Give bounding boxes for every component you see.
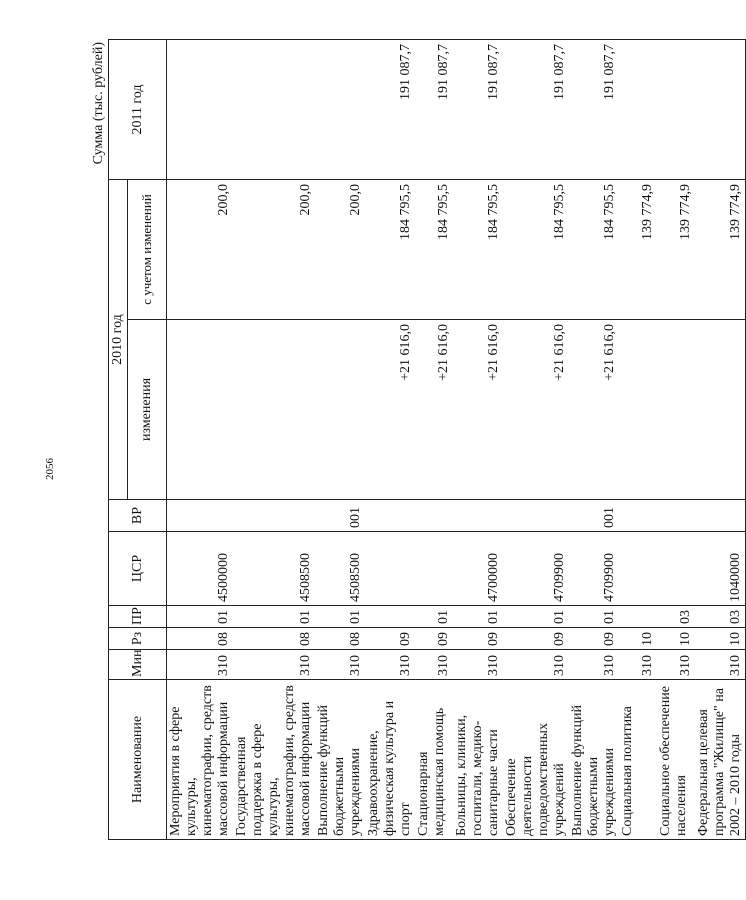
row-min-cell: 310	[365, 650, 415, 680]
row-csr-cell: 4709900	[503, 532, 569, 606]
table-row	[315, 40, 365, 840]
row-name-cell: Государственная поддержка в сфере культуры, кинематографии, средств массовой информации	[233, 680, 315, 840]
header-pr: ПР	[109, 606, 167, 628]
row-rz-cell: 10	[619, 628, 657, 650]
row-2011-cell: 191 087,7	[365, 40, 415, 180]
row-pr-cell: 01	[233, 606, 315, 628]
header-changes: изменения	[128, 320, 167, 500]
row-pr-cell: 01	[503, 606, 569, 628]
header-min: Мин	[109, 650, 167, 680]
row-name-cell: Федеральная целевая программа "Жилище" на 2002 – 2010 годы	[695, 680, 746, 840]
row-pr-cell: 01	[415, 606, 453, 628]
header-rz: Рз	[109, 628, 167, 650]
row-with-changes-cell: 139 774,9	[657, 180, 695, 320]
table-row	[619, 40, 657, 840]
row-2011-cell: 191 087,7	[503, 40, 569, 180]
row-2011-cell: 191 087,7	[453, 40, 503, 180]
row-csr-cell: 4709900	[569, 532, 619, 606]
table-row	[695, 40, 746, 840]
row-rz-cell: 09	[503, 628, 569, 650]
row-csr-cell	[365, 532, 415, 606]
row-rz-cell: 09	[453, 628, 503, 650]
row-name-cell: Выполнение функций бюджетными учреждениями	[315, 680, 365, 840]
row-name-cell: Социальное обеспечение населения	[657, 680, 695, 840]
table-row	[503, 40, 569, 840]
table-header	[109, 40, 167, 840]
row-changes-cell: +21 616,0	[365, 320, 415, 500]
row-name-cell: Выполнение функций бюджетными учреждениями	[569, 680, 619, 840]
row-min-cell: 310	[315, 650, 365, 680]
header-csr: ЦСР	[109, 532, 167, 606]
row-2011-cell: 191 087,7	[569, 40, 619, 180]
row-min-cell: 310	[569, 650, 619, 680]
row-min-cell: 310	[453, 650, 503, 680]
table-body	[167, 40, 746, 840]
row-pr-cell: 01	[167, 606, 234, 628]
row-vr-cell	[695, 500, 746, 532]
row-changes-cell: +21 616,0	[503, 320, 569, 500]
row-2011-cell	[695, 40, 746, 180]
row-vr-cell	[365, 500, 415, 532]
row-vr-cell	[503, 500, 569, 532]
row-name-cell: Мероприятия в сфере культуры, кинематографии, средств массовой информации	[167, 680, 234, 840]
row-with-changes-cell: 200,0	[315, 180, 365, 320]
header-with-changes: с учетом изменений	[128, 180, 167, 320]
row-csr-cell	[415, 532, 453, 606]
row-vr-cell	[453, 500, 503, 532]
header-year-2011: 2011 год	[109, 40, 167, 180]
row-pr-cell: 03	[657, 606, 695, 628]
header-name: Наименование	[109, 680, 167, 840]
row-rz-cell: 10	[657, 628, 695, 650]
table-row	[569, 40, 619, 840]
row-name-cell: Стационарная медицинская помощь	[415, 680, 453, 840]
row-2011-cell	[167, 40, 234, 180]
row-changes-cell: +21 616,0	[453, 320, 503, 500]
row-changes-cell	[619, 320, 657, 500]
row-csr-cell: 4700000	[453, 532, 503, 606]
row-2011-cell	[657, 40, 695, 180]
row-name-cell: Социальная политика	[619, 680, 657, 840]
table-row	[233, 40, 315, 840]
row-with-changes-cell: 184 795,5	[569, 180, 619, 320]
row-vr-cell	[233, 500, 315, 532]
row-min-cell: 310	[503, 650, 569, 680]
sum-units-caption: Сумма (тыс. рублей)	[91, 42, 106, 165]
row-changes-cell: +21 616,0	[415, 320, 453, 500]
row-min-cell: 310	[695, 650, 746, 680]
row-with-changes-cell: 200,0	[167, 180, 234, 320]
row-rz-cell: 08	[167, 628, 234, 650]
row-csr-cell: 1040000	[695, 532, 746, 606]
table-row	[167, 40, 234, 840]
row-csr-cell	[619, 532, 657, 606]
table-row	[657, 40, 695, 840]
budget-table	[108, 39, 746, 840]
row-2011-cell: 191 087,7	[415, 40, 453, 180]
row-min-cell: 310	[167, 650, 234, 680]
row-vr-cell	[415, 500, 453, 532]
row-rz-cell: 10	[695, 628, 746, 650]
row-pr-cell: 03	[695, 606, 746, 628]
row-with-changes-cell: 184 795,5	[415, 180, 453, 320]
row-min-cell: 310	[657, 650, 695, 680]
row-min-cell: 310	[233, 650, 315, 680]
row-rz-cell: 09	[415, 628, 453, 650]
row-with-changes-cell: 139 774,9	[619, 180, 657, 320]
row-name-cell: Здравоохранение, физическая культура и спорт	[365, 680, 415, 840]
row-min-cell: 310	[415, 650, 453, 680]
row-pr-cell: 01	[569, 606, 619, 628]
row-rz-cell: 08	[315, 628, 365, 650]
header-vr: ВР	[109, 500, 167, 532]
row-2011-cell	[315, 40, 365, 180]
row-pr-cell: 01	[453, 606, 503, 628]
row-rz-cell: 08	[233, 628, 315, 650]
row-name-cell: Обеспечение деятельности подведомственных учреждений	[503, 680, 569, 840]
row-with-changes-cell: 184 795,5	[365, 180, 415, 320]
row-with-changes-cell: 139 774,9	[695, 180, 746, 320]
row-vr-cell	[167, 500, 234, 532]
row-vr-cell: 001	[315, 500, 365, 532]
table-row	[415, 40, 453, 840]
table-row	[365, 40, 415, 840]
row-changes-cell	[233, 320, 315, 500]
row-min-cell: 310	[619, 650, 657, 680]
row-pr-cell: 01	[315, 606, 365, 628]
table-row	[453, 40, 503, 840]
row-vr-cell: 001	[569, 500, 619, 532]
row-with-changes-cell: 184 795,5	[503, 180, 569, 320]
row-csr-cell: 4508500	[315, 532, 365, 606]
row-vr-cell	[619, 500, 657, 532]
row-2011-cell	[233, 40, 315, 180]
row-csr-cell: 4500000	[167, 532, 234, 606]
page-number: 2056	[44, 458, 56, 480]
row-rz-cell: 09	[569, 628, 619, 650]
row-changes-cell	[315, 320, 365, 500]
row-csr-cell: 4508500	[233, 532, 315, 606]
row-changes-cell	[695, 320, 746, 500]
row-with-changes-cell: 184 795,5	[453, 180, 503, 320]
row-vr-cell	[657, 500, 695, 532]
rotated-page-content	[90, 40, 743, 840]
header-year-2010: 2010 год	[109, 180, 128, 500]
row-changes-cell	[167, 320, 234, 500]
row-changes-cell	[657, 320, 695, 500]
row-pr-cell	[619, 606, 657, 628]
row-with-changes-cell: 200,0	[233, 180, 315, 320]
row-pr-cell	[365, 606, 415, 628]
row-csr-cell	[657, 532, 695, 606]
row-changes-cell: +21 616,0	[569, 320, 619, 500]
row-rz-cell: 09	[365, 628, 415, 650]
row-2011-cell	[619, 40, 657, 180]
row-name-cell: Больницы, клиники, госпитали, медико-санитарные части	[453, 680, 503, 840]
